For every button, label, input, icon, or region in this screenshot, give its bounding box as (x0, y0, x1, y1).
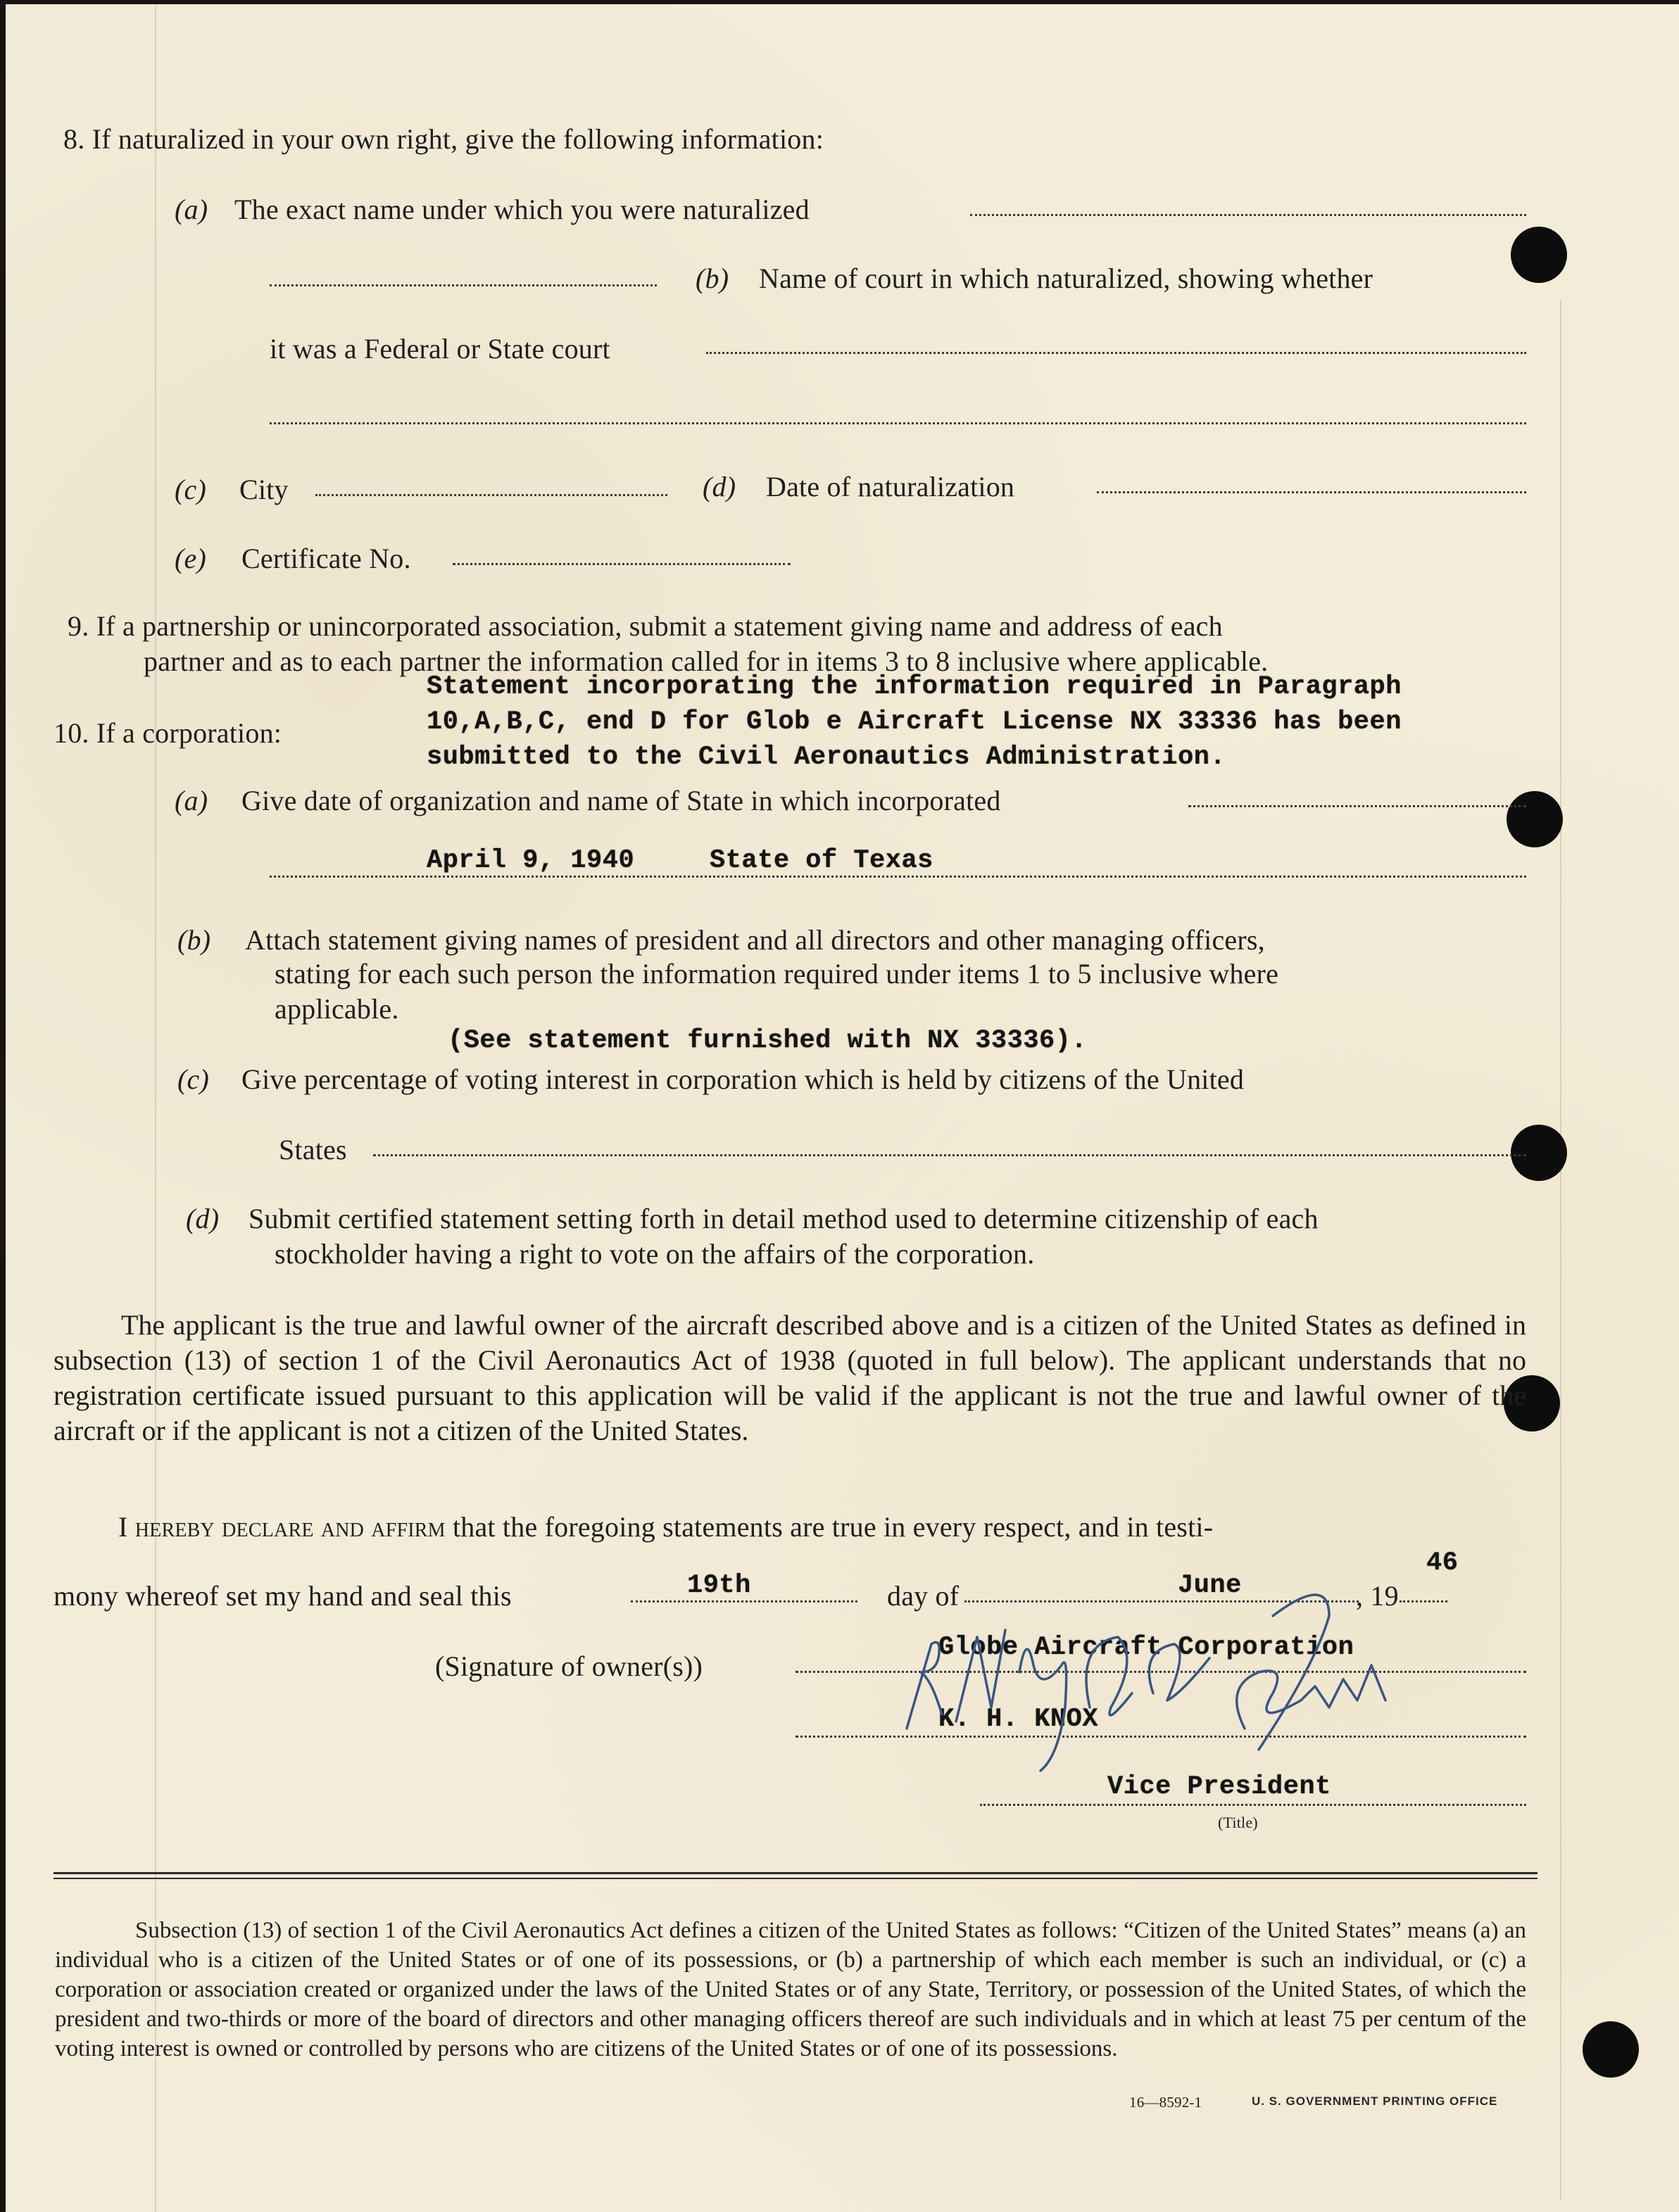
section-divider (54, 1872, 1537, 1874)
fold-line (1560, 300, 1561, 2200)
item9-line1: 9. If a partnership or unincorporated association, submit a statement giving name and address of each (68, 610, 1223, 642)
item8-b-text2: it was a Federal or State court (270, 333, 610, 365)
month-value: June (1178, 1571, 1242, 1600)
year-prefix: , 19 (1356, 1580, 1399, 1612)
item8-a-text: The exact name under which you were naturalized (234, 194, 810, 225)
item10-a-label: (a) (175, 785, 208, 816)
item10-b-text1: Attach statement giving names of president and all directors and other managing officers, (245, 924, 1265, 956)
item9-line2: partner and as to each partner the information called for in items 3 to 8 inclusive where applicable. (144, 645, 1269, 677)
title-label: (Title) (1218, 1814, 1258, 1831)
affirmation-text: that the foregoing statements are true in every respect, and in testi- (452, 1511, 1214, 1543)
day-value: 19th (687, 1571, 751, 1600)
item10-d-text1: Submit certified statement setting forth in detail method used to determine citizenship of each (249, 1203, 1319, 1234)
punch-hole (1507, 791, 1563, 847)
incorporation-field-continued[interactable] (270, 876, 1526, 878)
citizen-definition-footnote: Subsection (13) of section 1 of the Civil Aeronautics Act defines a citizen of the United States as follows: “Citizen of the United States” means (a) an individual who is a citizen of the United States or of one of its possessions, or (b) a partnership of which each member is such an individual, or (c) a corporation or association created or organized under the laws of the United States or of any State, Territory, or possession of the United States, of which the president and two-thirds or more of the board of directors and other managing officers thereof are such individuals and in which at least 75 per centum of the voting interest is owned or controlled by persons who are citizens of the United States or of one of its possessions. (55, 1918, 1526, 2061)
typed-statement-line3: submitted to the Civil Aeronautics Administration. (427, 742, 1226, 772)
punch-hole (1583, 2021, 1639, 2078)
item8-e-text: Certificate No. (241, 543, 411, 574)
punch-hole (1511, 227, 1567, 283)
item10-c-label: (c) (177, 1063, 209, 1095)
item8-e-label: (e) (175, 543, 206, 574)
item10-d-text2: stockholder having a right to vote on the affairs of the corporation. (275, 1238, 1035, 1270)
item8-b-text: Name of court in which naturalized, showing whether (759, 263, 1373, 294)
item8-a-field[interactable] (970, 214, 1526, 216)
incorporation-date-value: April 9, 1940 (427, 846, 635, 876)
punch-hole (1511, 1125, 1567, 1181)
printer-imprint: U. S. GOVERNMENT PRINTING OFFICE (1252, 2094, 1498, 2108)
signer-name-value: K. H. KNOX (938, 1705, 1099, 1734)
item8-c-label: (c) (175, 474, 206, 505)
item10-c-text1: Give percentage of voting interest in corporation which is held by citizens of the United (241, 1063, 1245, 1095)
item10-title: 10. If a corporation: (54, 717, 282, 749)
item8-b-field-continued[interactable] (270, 422, 1526, 424)
item10-d-label: (d) (186, 1203, 220, 1234)
item10-a-text: Give date of organization and name of State in which incorporated (241, 785, 1001, 816)
item8-b-label: (b) (696, 263, 729, 294)
fold-line (155, 4, 156, 2212)
typed-statement-line1: Statement incorporating the information required in Paragraph (427, 672, 1402, 702)
item8-a-label: (a) (175, 194, 208, 225)
officers-statement-value: (See statement furnished with NX 33336). (448, 1026, 1088, 1056)
naturalization-date-field[interactable] (1097, 491, 1526, 493)
city-field[interactable] (315, 494, 667, 496)
item10-b-label: (b) (177, 924, 211, 956)
form-page (6, 4, 1679, 2212)
title-value: Vice President (1107, 1772, 1331, 1802)
incorporation-field[interactable] (1188, 805, 1526, 807)
affirmation-caps: I hereby declare and affirm (118, 1511, 446, 1543)
section-divider (54, 1878, 1537, 1879)
voting-interest-field[interactable] (373, 1154, 1526, 1156)
item8-c-text: City (239, 474, 289, 505)
certificate-number-field[interactable] (453, 563, 791, 565)
signature-label: (Signature of owner(s)) (435, 1650, 703, 1682)
day-of-text: day of (887, 1580, 960, 1612)
form-number: 16—8592-1 (1129, 2094, 1202, 2111)
item8-d-label: (d) (703, 471, 736, 503)
incorporation-state-value: State of Texas (710, 846, 933, 876)
item8-d-text: Date of naturalization (766, 471, 1015, 503)
affirmation-line (118, 1510, 1213, 1544)
year-value: 46 (1426, 1548, 1459, 1578)
item8-title: 8. If naturalized in your own right, give the following information: (63, 123, 824, 155)
testimony-text: mony whereof set my hand and seal this (54, 1580, 512, 1612)
item10-b-text2: stating for each such person the information required under items 1 to 5 inclusive where (275, 958, 1279, 990)
item10-b-text3: applicable. (275, 993, 399, 1025)
item10-c-text2: States (279, 1134, 347, 1165)
declaration-paragraph: The applicant is the true and lawful owner of the aircraft described above and is a citizen of the United States as defined in subsection (13) of section 1 of the Civil Aeronautics Act of 1938 (quoted in full below). The applicant understands that no registration certificate issued pursuant to this application will be valid if the applicant is not the true and lawful owner of the aircraft or if the applicant is not a citizen of the United States. (54, 1309, 1526, 1446)
signature-scrawl-icon (879, 1588, 1484, 1799)
item8-b-field[interactable] (706, 352, 1526, 354)
owner-name-value: Globe Aircraft Corporation (938, 1633, 1354, 1662)
title-field[interactable] (980, 1804, 1526, 1806)
item8-a-field-continued[interactable] (270, 284, 657, 286)
typed-statement-line2: 10,A,B,C, end D for Glob e Aircraft License NX 33336 has been (427, 707, 1402, 737)
